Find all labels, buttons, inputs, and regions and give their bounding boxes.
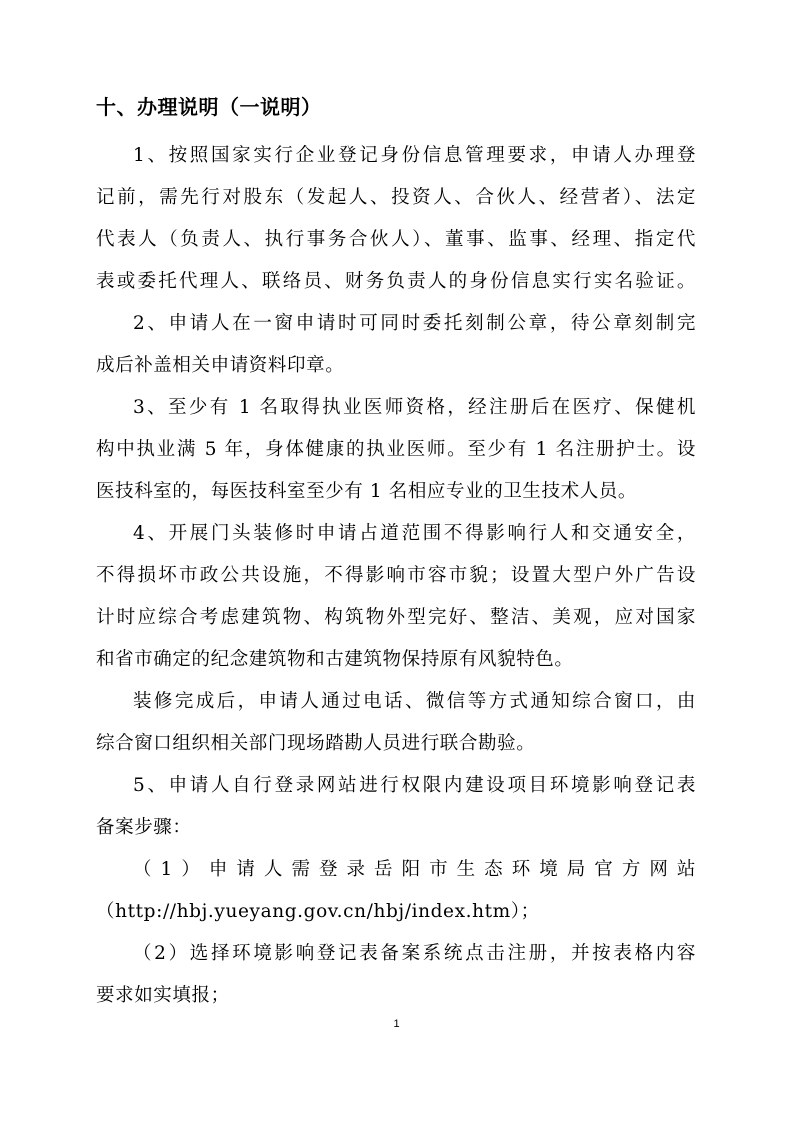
paragraph-line: 备案步骤： [96,817,192,838]
paragraph-line: 记前，需先行对股东（发起人、投资人、合伙人、经营者）、法定 [96,187,696,208]
paragraph-line: 2、申请人在一窗申请时可同时委托刻制公章，待公章刻制完 [133,313,696,334]
paragraph-line: 医技科室的，每医技科室至少有 1 名相应专业的卫生技术人员。 [96,481,638,502]
paragraph-line: （http://hbj.yueyang.gov.cn/hbj/index.htm）； [96,901,540,922]
paragraph-line: 1、按照国家实行企业登记身份信息管理要求，申请人办理登 [133,145,696,166]
paragraph-line: （1）申请人需登录岳阳市生态环境局官方网站 [133,859,696,880]
page-number: 1 [393,1018,400,1030]
paragraph-line: 代表人（负责人、执行事务合伙人）、董事、监事、经理、指定代 [96,229,696,250]
paragraph-line: （2）选择环境影响登记表备案系统点击注册，并按表格内容 [133,943,696,964]
paragraph-line: 4、开展门头装修时申请占道范围不得影响行人和交通安全， [133,523,696,544]
paragraph-line: 装修完成后，申请人通过电话、微信等方式通知综合窗口，由 [133,691,696,712]
section-heading: 十、办理说明（一说明） [96,95,322,119]
paragraph-line: 要求如实填报； [96,985,230,1006]
paragraph-line: 和省市确定的纪念建筑物和古建筑物保持原有风貌特色。 [96,649,574,670]
paragraph-line: 5、申请人自行登录网站进行权限内建设项目环境影响登记表 [133,775,696,796]
paragraph-line: 构中执业满 5 年，身体健康的执业医师。至少有 1 名注册护士。设 [96,439,696,460]
paragraph-line: 综合窗口组织相关部门现场踏勘人员进行联合勘验。 [96,733,536,754]
paragraph-line: 成后补盖相关申请资料印章。 [96,355,345,376]
paragraph-line: 计时应综合考虑建筑物、构筑物外型完好、整洁、美观，应对国家 [96,607,696,628]
paragraph-line: 表或委托代理人、联络员、财务负责人的身份信息实行实名验证。 [96,271,696,292]
paragraph-line: 3、至少有 1 名取得执业医师资格，经注册后在医疗、保健机 [133,397,696,418]
paragraph-line: 不得损坏市政公共设施，不得影响市容市貌；设置大型户外广告设 [96,565,696,586]
